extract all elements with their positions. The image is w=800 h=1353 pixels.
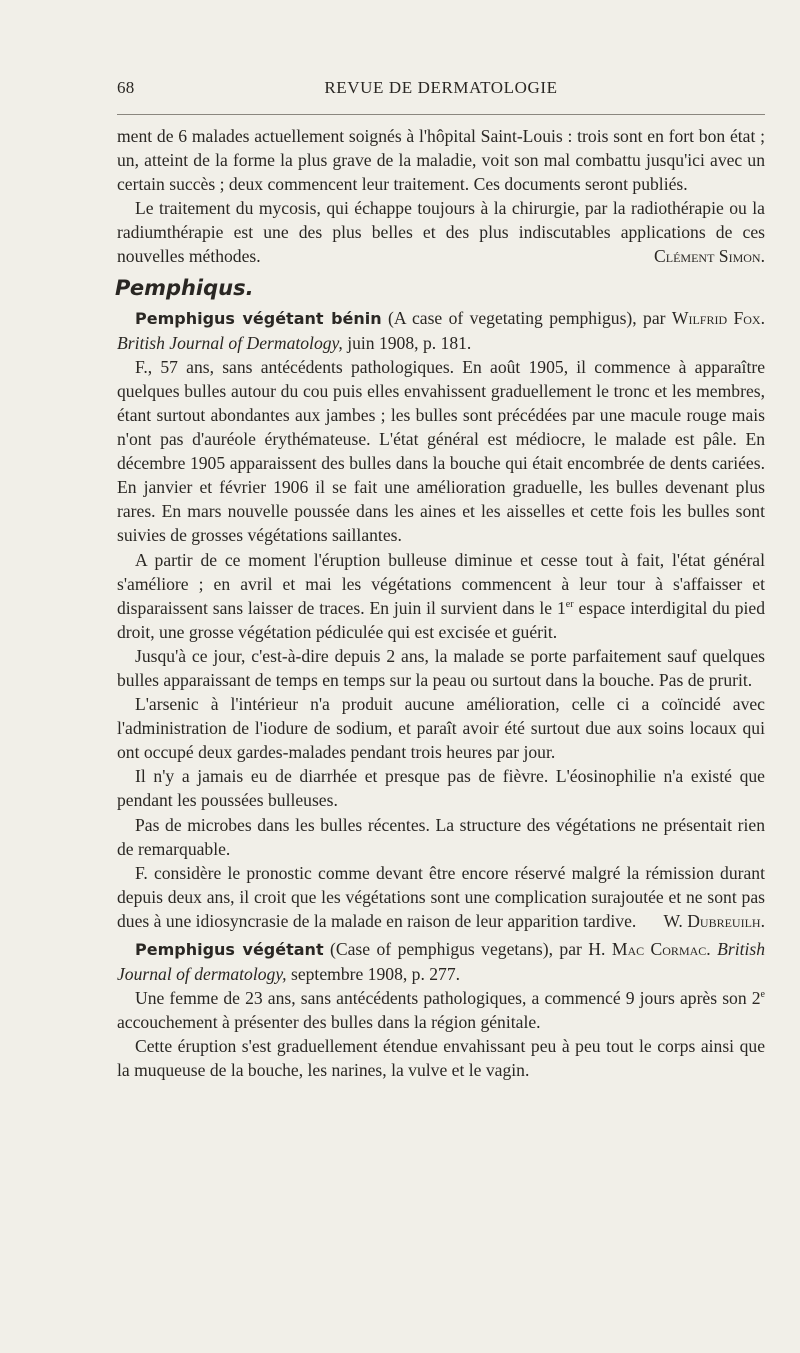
paragraph-text: accouchement à présenter des bulles dans la région génitale. bbox=[117, 1012, 541, 1033]
page-number: 68 bbox=[117, 78, 135, 97]
paragraph-text: A partir de ce moment l'éruption bulleuse diminue et cesse tout à fait, l'état général s'améliore ; en avril et mai les végétations commencent à leur tour à s'affaisser et disparaissent sans laisser de traces. En juin il survient dans le 1 bbox=[117, 549, 765, 618]
paragraph bbox=[117, 861, 765, 933]
article-body bbox=[117, 124, 765, 1083]
entry-ref: septembre 1908, p. 277. bbox=[290, 964, 461, 985]
paragraph-text: Le traitement du mycosis, qui échappe toujours à la chirurgie, par la radiothérapie ou la radiumthérapie est une des plus belles et des plus indiscutables applications de ces nouvelles méthodes. bbox=[117, 198, 765, 267]
paragraph: Pas de microbes dans les bulles récentes. La structure des végétations ne présentait rien de remarquable. bbox=[117, 814, 765, 859]
paragraph bbox=[117, 196, 765, 268]
entry-author: Wilfrid Fox. bbox=[671, 307, 765, 328]
paragraph: L'arsenic à l'intérieur n'a produit aucune amélioration, celle ci a coïncidé avec l'administration de l'iodure de sodium, et paraît avoir été surtout due aux soins locaux qui ont occupé deux gardes-malades pendant trois heures par jour. bbox=[117, 694, 765, 763]
paragraph-text: espace interdigital du pied droit, une grosse végétation pédiculée qui est excisée et guérit. bbox=[117, 597, 765, 642]
paragraph: Jusqu'à ce jour, c'est-à-dire depuis 2 ans, la malade se porte parfaitement sauf quelques bulles apparaissant de temps en temps sur la peau ou surtout dans la bouche. Pas de prurit. bbox=[117, 645, 765, 690]
entry-title: Pemphigus végétant bbox=[135, 940, 324, 959]
paragraph: ment de 6 malades actuellement soignés à l'hôpital Saint-Louis : trois sont en fort bon état ; un, atteint de la forme la plus grave de la maladie, voit son mal combattu jusqu'ici avec un certain succès ; deux commencent leur traitement. Ces documents seront publiés. bbox=[117, 126, 765, 195]
signature: Clément Simon. bbox=[654, 246, 765, 267]
paragraph-text: Une femme de 23 ans, sans antécédents pathologiques, a commencé 9 jours après son 2 bbox=[135, 988, 761, 1009]
paragraph: F., 57 ans, sans antécédents pathologiques. En août 1905, il commence à apparaître quelques bulles autour du cou puis elles envahissent graduellement le tronc et les membres, étant surtout abondantes aux jambes ; les bulles sont précédées par une macule rouge mais n'ont pas d'auréole érythémateuse. L'état général est médiocre, le malade est pâle. En décembre 1905 apparaissent des bulles dans la bouche qui était encombrée de dents cariées. En janvier et février 1906 il se fait une amélioration graduelle, les bulles devenant plus rares. En mars nouvelle poussée dans les aines et les aisselles et cette fois les bulles sont suivies de grosses végétations saillantes. bbox=[117, 356, 765, 546]
entry-heading bbox=[117, 306, 765, 355]
signature: W. Dubreuilh. bbox=[663, 910, 765, 931]
running-header bbox=[117, 78, 765, 102]
entry-ref: juin 1908, p. 181. bbox=[347, 332, 472, 353]
entry-lead: (Case of pemphigus vegetans), par H. bbox=[330, 939, 606, 959]
entry-heading bbox=[117, 937, 765, 986]
entry-journal: British Journal of dermatology, bbox=[117, 939, 766, 985]
entry-title: Pemphigus végétant bénin bbox=[135, 308, 382, 328]
paragraph-text: F. considère le pronostic comme devant être encore réservé malgré la rémission durant depuis deux ans, il croit que les végétations sont une complication surajoutée et ne sont pas dues à une idiosyncrasie de la malade en raison de leur apparition tardive. bbox=[117, 862, 765, 931]
header-rule bbox=[117, 114, 765, 115]
paragraph bbox=[117, 548, 765, 644]
superscript: e bbox=[760, 989, 765, 1001]
entry-journal: British Journal of Dermatology, bbox=[117, 332, 343, 353]
entry-lead: (A case of vegetating pemphigus), par bbox=[388, 307, 666, 328]
paragraph: Il n'y a jamais eu de diarrhée et presque pas de fièvre. L'éosinophilie n'a existé que pendant les poussées bulleuses. bbox=[117, 766, 765, 811]
journal-title: REVUE DE DERMATOLOGIE bbox=[324, 78, 558, 97]
section-heading: Pemphiqus. bbox=[115, 275, 254, 300]
superscript: er bbox=[565, 598, 574, 610]
paragraph: Cette éruption s'est graduellement étendue envahissant peu à peu tout le corps ainsi que la muqueuse de la bouche, les narines, la vulve et le vagin. bbox=[117, 1036, 765, 1081]
paragraph bbox=[117, 986, 765, 1034]
entry-author: Mac Cormac. bbox=[611, 939, 711, 959]
